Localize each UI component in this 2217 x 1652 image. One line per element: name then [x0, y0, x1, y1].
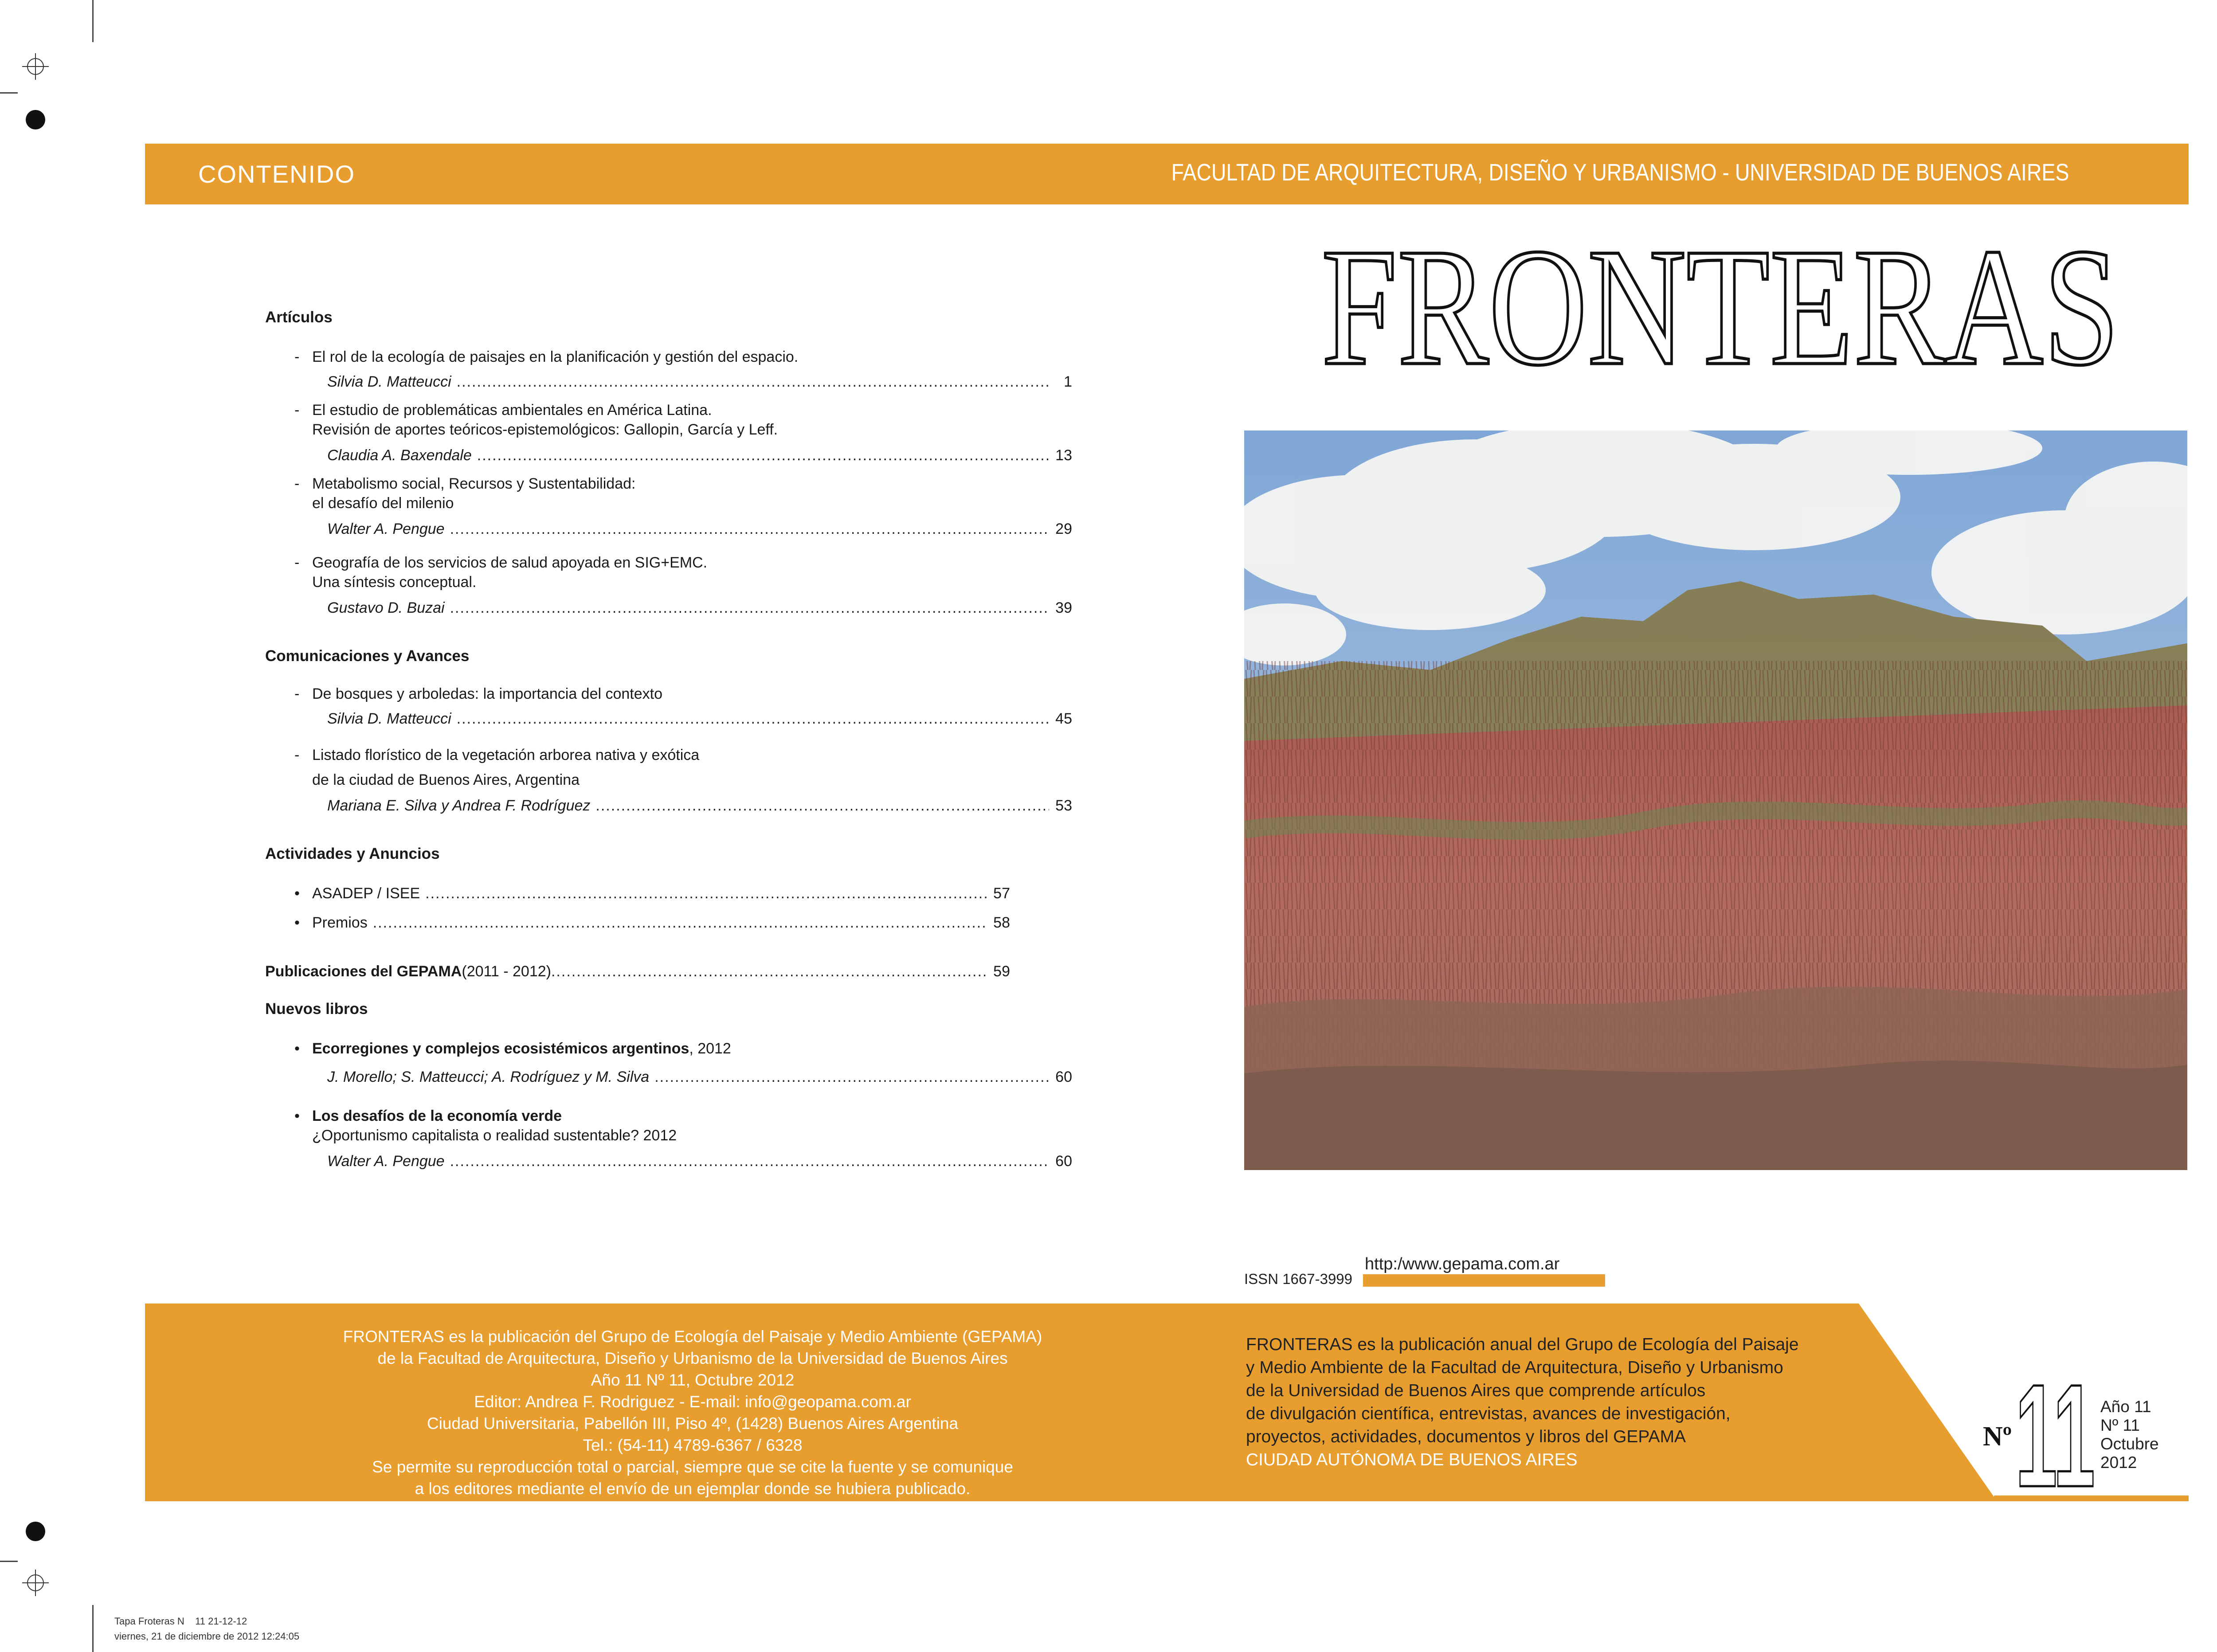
registration-mark-icon	[22, 53, 49, 80]
toc-heading-comunicaciones: Comunicaciones y Avances	[265, 647, 470, 665]
section-title: CONTENIDO	[198, 160, 355, 188]
description-line: de divulgación científica, entrevistas, avances de investigación,	[1246, 1404, 1731, 1423]
toc-page-number: 29	[1055, 521, 1072, 537]
toc-author: Walter A. Pengue	[327, 1153, 445, 1170]
description-line: proyectos, actividades, documentos y libros del GEPAMA	[1246, 1427, 1686, 1446]
toc-item-author-row	[327, 1153, 1072, 1170]
toc-author: Walter A. Pengue	[327, 521, 445, 537]
slug-line: viernes, 21 de diciembre de 2012 12:24:05	[114, 1631, 300, 1642]
faculty-title: FACULTAD DE ARQUITECTURA, DISEÑO Y URBANISMO - UNIVERSIDAD DE BUENOS AIRES	[1171, 159, 2069, 186]
issue-number: Nº 11	[2100, 1416, 2140, 1434]
svg-text:11: 11	[2015, 1366, 2095, 1499]
toc-page-number: 58	[993, 914, 1010, 931]
issn-label: ISSN 1667-3999	[1244, 1271, 1353, 1287]
dot-leader	[373, 914, 987, 932]
colophon-line: Ciudad Universitaria, Pabellón III, Piso 4º, (1428) Buenos Aires Argentina	[427, 1414, 959, 1433]
toc-item-title: El estudio de problemáticas ambientales en América Latina.	[312, 402, 712, 419]
canyon-landscape-photo	[1244, 431, 2187, 1170]
toc-page-number: 60	[1055, 1153, 1072, 1170]
toc-heading-actividades: Actividades y Anuncios	[265, 845, 440, 862]
toc-item-author-row	[327, 373, 1072, 391]
dot-leader	[450, 521, 1049, 538]
toc-item-author-row	[327, 599, 1072, 617]
toc-author: Claudia A. Baxendale	[327, 447, 472, 464]
toc-item-title: Premios	[312, 914, 368, 931]
toc-item-author-row	[327, 521, 1072, 538]
registration-dot-icon	[26, 110, 45, 129]
toc-item-author-row	[327, 797, 1072, 814]
url-underline-bar	[1363, 1274, 1605, 1287]
issue-meta	[2100, 1398, 2159, 1472]
description-line: y Medio Ambiente de la Facultad de Arquitectura, Diseño y Urbanismo	[1246, 1358, 1783, 1377]
dot-leader	[477, 447, 1049, 464]
book-title: Ecorregiones y complejos ecosistémicos argentinos	[312, 1040, 689, 1057]
toc-item-title: De bosques y arboledas: la importancia del contexto	[312, 685, 663, 702]
toc-item-author-row	[327, 447, 1072, 464]
registration-dot-icon	[26, 1522, 45, 1541]
dot-leader	[457, 373, 1049, 391]
toc-author: Gustavo D. Buzai	[327, 599, 445, 616]
issue-month: Octubre	[2100, 1435, 2159, 1453]
toc-item-title: Una síntesis conceptual.	[312, 574, 477, 591]
dot-leader	[551, 963, 987, 980]
toc-item-title: el desafío del milenio	[312, 495, 454, 512]
toc-page-number: 45	[1055, 710, 1072, 727]
description-line: de la Universidad de Buenos Aires que comprende artículos	[1246, 1381, 1706, 1400]
toc-author: Mariana E. Silva y Andrea F. Rodríguez	[327, 797, 591, 814]
colophon-band	[145, 1304, 1240, 1501]
colophon	[145, 1326, 1240, 1499]
colophon-line: FRONTERAS es la publicación del Grupo de Ecología del Paisaje y Medio Ambiente (GEPAMA)	[343, 1327, 1042, 1346]
toc-heading-articulos: Artículos	[265, 309, 333, 326]
toc-item-title: Geografía de los servicios de salud apoyada en SIG+EMC.	[312, 554, 708, 571]
colophon-line: Editor: Andrea F. Rodriguez - E-mail: info@geopama.com.ar	[474, 1393, 911, 1411]
issue-number-label: Nº	[1983, 1421, 2012, 1452]
issue-number-big	[2013, 1366, 2097, 1499]
dot-leader	[595, 797, 1049, 814]
toc-item-title: Metabolismo social, Recursos y Sustentabilidad:	[312, 475, 636, 492]
toc-page-number: 53	[1055, 797, 1072, 814]
trim-mark	[92, 0, 94, 42]
colophon-line: a los editores mediante el envío de un ejemplar donde se hubiera publicado.	[415, 1480, 971, 1498]
trim-mark	[0, 1561, 18, 1562]
toc-item-author-row	[327, 1069, 1072, 1086]
slug-line: Tapa Froteras N 11 21-12-12	[114, 1616, 247, 1627]
print-slug	[114, 1614, 299, 1644]
toc-page-number: 1	[1064, 373, 1072, 390]
publication-description	[1246, 1333, 1799, 1472]
toc-item-title: de la ciudad de Buenos Aires, Argentina	[312, 771, 580, 788]
toc-publicaciones-row	[265, 963, 1010, 980]
city-label: CIUDAD AUTÓNOMA DE BUENOS AIRES	[1246, 1450, 1578, 1469]
toc-item-title: Revisión de aportes teóricos-epistemológicos: Gallopin, García y Leff.	[312, 421, 778, 438]
trim-mark	[92, 1605, 94, 1652]
book-title: Los desafíos de la economía verde	[312, 1108, 562, 1124]
toc-page-number: 39	[1055, 599, 1072, 616]
dot-leader	[425, 885, 987, 902]
toc-publicaciones-years: (2011 - 2012)	[462, 963, 551, 980]
book-subtitle: ¿Oportunismo capitalista o realidad sustentable? 2012	[312, 1127, 677, 1144]
toc-page-number: 13	[1055, 447, 1072, 464]
dot-leader	[450, 599, 1049, 617]
book-year: , 2012	[689, 1040, 731, 1057]
toc-item-title: ASADEP / ISEE	[312, 885, 420, 902]
toc-author: J. Morello; S. Matteucci; A. Rodríguez y M. Silva	[327, 1069, 650, 1085]
toc-item-title: Listado florístico de la vegetación arborea nativa y exótica	[312, 747, 700, 763]
header-band	[145, 144, 2189, 204]
toc-page-number: 60	[1055, 1069, 1072, 1085]
toc-page-number: 57	[993, 885, 1010, 902]
masthead-title: FRONTERAS	[1321, 231, 2119, 390]
website-url[interactable]: http:/www.gepama.com.ar	[1365, 1255, 1560, 1273]
toc-item-title: El rol de la ecología de paisajes en la planificación y gestión del espacio.	[312, 348, 799, 365]
toc-heading-nuevos-libros: Nuevos libros	[265, 1000, 368, 1018]
dot-leader	[654, 1069, 1049, 1086]
issue-date-year: 2012	[2100, 1453, 2137, 1472]
colophon-line: Tel.: (54-11) 4789-6367 / 6328	[583, 1436, 803, 1454]
toc-item-author-row	[327, 710, 1072, 728]
colophon-line: de la Facultad de Arquitectura, Diseño y Urbanismo de la Universidad de Buenos Aires	[377, 1349, 1008, 1367]
toc-author: Silvia D. Matteucci	[327, 373, 451, 390]
colophon-line: Se permite su reproducción total o parcial, siempre que se cite la fuente y se comunique	[372, 1458, 1013, 1476]
colophon-line: Año 11 Nº 11, Octubre 2012	[591, 1371, 795, 1389]
toc-page-number: 59	[993, 963, 1010, 980]
dot-leader	[457, 710, 1049, 728]
toc-heading-publicaciones: Publicaciones del GEPAMA	[265, 963, 462, 980]
toc-author: Silvia D. Matteucci	[327, 710, 451, 727]
trim-mark	[0, 92, 18, 94]
dot-leader	[450, 1153, 1049, 1170]
issue-year: Año 11	[2100, 1398, 2151, 1416]
description-line: FRONTERAS es la publicación anual del Grupo de Ecología del Paisaje	[1246, 1335, 1799, 1354]
fronteras-masthead	[1317, 231, 2124, 390]
registration-mark-icon	[22, 1570, 49, 1596]
